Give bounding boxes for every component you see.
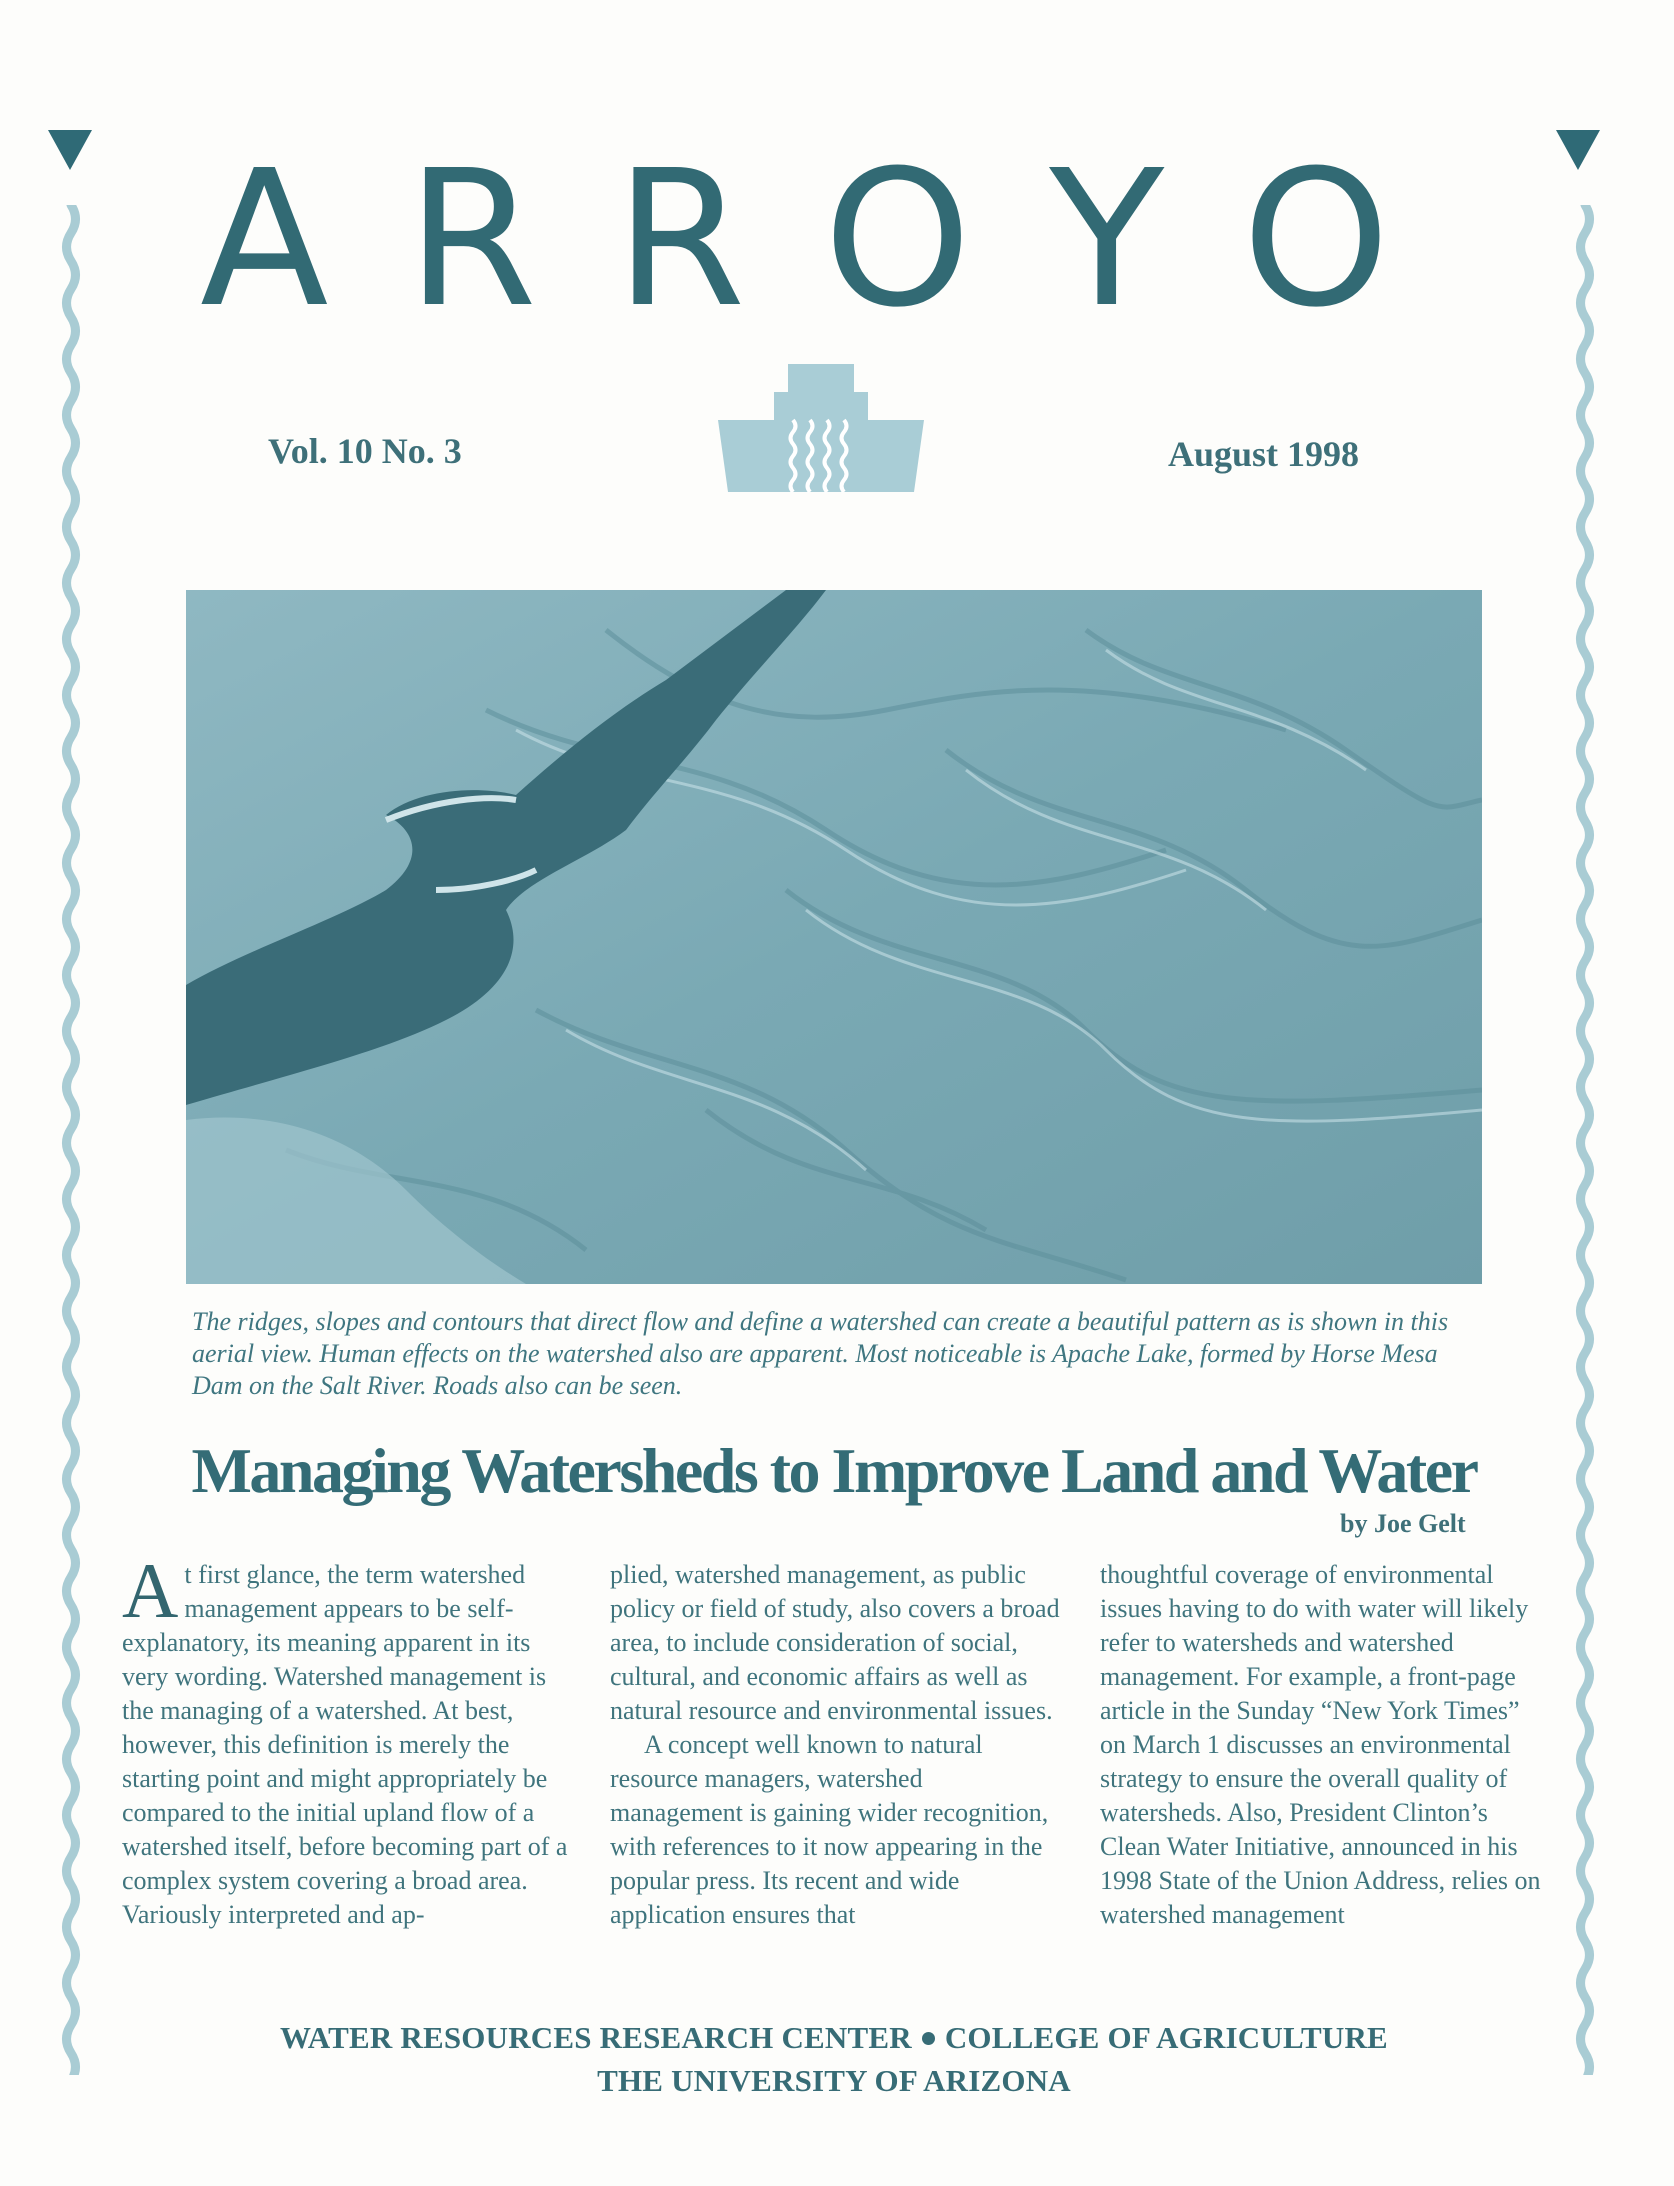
right-corner-triangle xyxy=(1556,130,1600,170)
article-headline: Managing Watersheds to Improve Land and Water xyxy=(191,1435,1477,1506)
article-byline: by Joe Gelt xyxy=(1340,1509,1466,1538)
article-paragraph: plied, watershed management, as public policy or field of study, also covers a broad area, to include consideration of social, cultural, and economic affairs as well as natural resource and environmental issues. xyxy=(610,1560,1060,1725)
dam-logo-icon xyxy=(718,360,924,498)
article-column-1 xyxy=(122,1547,572,1932)
article-paragraph: thoughtful coverage of environmental issues having to do with water will likely refer to watersheds and watershed management. For example, a front-page article in the Sunday “New York Times” on March 1 discusses an environmental strategy to ensure the overall quality of watersheds. Also, President Clinton’s Clean Water Initiative, announced in his 1998 State of the Union Address, relies on watershed management xyxy=(1100,1560,1541,1929)
masthead-letter: Y xyxy=(1049,130,1165,349)
aerial-watershed-photo xyxy=(186,590,1482,1284)
drop-cap: A xyxy=(122,1547,179,1634)
masthead-letter: O xyxy=(823,130,972,349)
masthead-letter: O xyxy=(1242,130,1390,349)
footer-college: COLLEGE OF AGRICULTURE xyxy=(944,2020,1388,2055)
article-column-3 xyxy=(1100,1558,1550,1932)
issue-date: August 1998 xyxy=(1168,434,1360,474)
photo-caption: The ridges, slopes and contours that direct flow and define a watershed can create a beautiful pattern as is shown in this aerial view. Human effects on the watershed also are apparent. Most noticeable is Apache Lake, formed by Horse Mesa Dam on the Salt River. Roads also can be seen. xyxy=(192,1307,1449,1400)
masthead-letter: A xyxy=(200,130,329,349)
footer-line-1 xyxy=(186,2020,1482,2056)
paragraph-text: t first glance, the term watershed management appears to be self-explanatory, its meaning apparent in its very wording. Watershed management is the managing of a watershed. At best, however, this definition is merely the starting point and might appropriately be compared to the initial upland flow of a watershed itself, before becoming part of a complex system covering a broad area. Variously interpreted and ap- xyxy=(122,1560,568,1929)
footer-org: WATER RESOURCES RESEARCH CENTER xyxy=(280,2020,912,2055)
bullet-icon xyxy=(922,2032,935,2045)
masthead-letter: R xyxy=(614,130,746,349)
article-paragraph: A concept well known to natural resource managers, watershed management is gaining wider recognition, with references to it now appearing in the popular press. Its recent and wide application ensures that xyxy=(610,1730,1049,1929)
masthead-letter: R xyxy=(406,130,538,349)
left-wavy-border xyxy=(58,205,84,2075)
masthead-title xyxy=(200,130,1390,349)
left-corner-triangle xyxy=(48,130,92,170)
footer-line-2: THE UNIVERSITY OF ARIZONA xyxy=(597,2063,1071,2098)
issue-volume: Vol. 10 No. 3 xyxy=(268,431,462,471)
right-wavy-border xyxy=(1572,205,1598,2075)
article-paragraph xyxy=(122,1547,572,1932)
article-column-2 xyxy=(610,1558,1060,1932)
